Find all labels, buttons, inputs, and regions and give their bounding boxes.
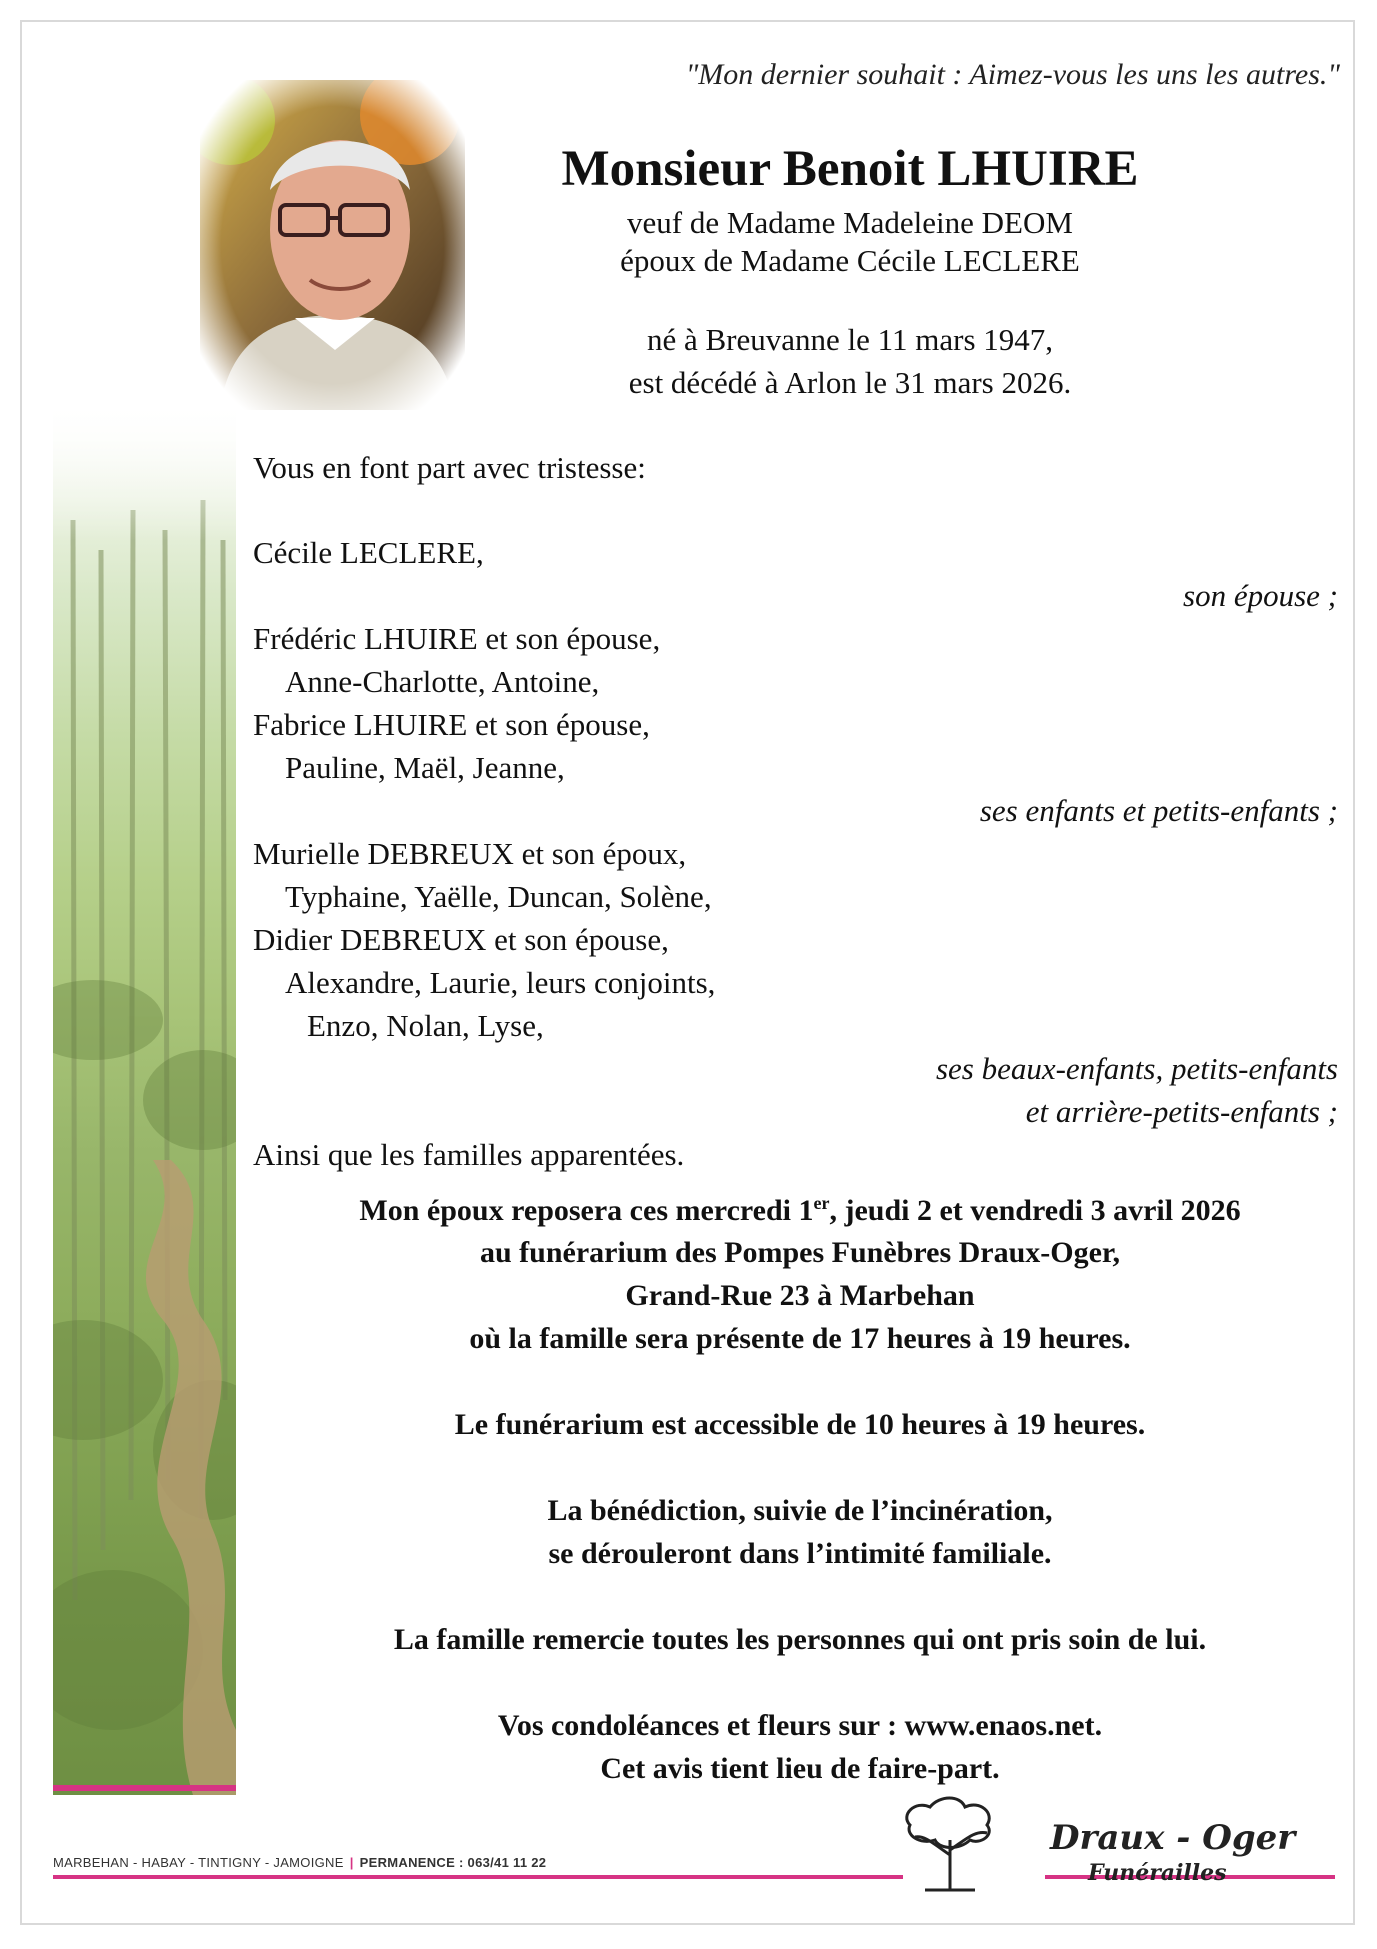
footer-permanence: PERMANENCE : 063/41 11 22 — [359, 1855, 547, 1870]
deceased-name: Monsieur Benoit LHUIRE — [561, 141, 1139, 197]
family-line: Didier DEBREUX et son épouse, — [253, 922, 669, 957]
tree-logo-icon — [895, 1795, 1005, 1895]
viewing-dates: Mon époux reposera ces mercredi 1er, jeudi 2 et vendredi 3 avril 2026 — [359, 1193, 1241, 1227]
birth-info: né à Breuvanne le 11 mars 1947, — [646, 322, 1054, 357]
brand-name: Draux - Oger — [1050, 1818, 1296, 1858]
stepchildren-role: et arrière-petits-enfants ; — [1025, 1094, 1338, 1129]
intro-text: Vous en font part avec tristesse: — [253, 450, 646, 485]
family-line: Enzo, Nolan, Lyse, — [307, 1008, 544, 1043]
forest-path-image — [53, 400, 236, 1795]
footer-line — [53, 1875, 903, 1879]
thanks-text: La famille remercie toutes les personnes qui ont pris soin de lui. — [393, 1623, 1207, 1656]
family-line: Fabrice LHUIRE et son épouse, — [253, 707, 650, 742]
spouse-of: époux de Madame Cécile LECLERE — [620, 243, 1080, 278]
quote: "Mon dernier souhait : Aimez-vous les uns les autres." — [685, 58, 1340, 91]
family-line: Alexandre, Laurie, leurs conjoints, — [285, 965, 716, 1000]
family-line: Pauline, Maël, Jeanne, — [285, 750, 565, 785]
funeral-address: Grand-Rue 23 à Marbehan — [625, 1279, 975, 1312]
condolences-text: Vos condoléances et fleurs sur : www.enaos.net. — [497, 1709, 1103, 1742]
family-hours: où la famille sera présente de 17 heures à 19 heures. — [469, 1322, 1131, 1355]
related-families: Ainsi que les familles apparentées. — [253, 1137, 685, 1172]
funeral-home: au funérarium des Pompes Funèbres Draux-Oger, — [480, 1236, 1120, 1269]
children-role: ses enfants et petits-enfants ; — [979, 793, 1338, 828]
portrait-photo — [200, 80, 465, 410]
family-line: Typhaine, Yaëlle, Duncan, Solène, — [285, 879, 712, 914]
notice-text: Cet avis tient lieu de faire-part. — [600, 1752, 1000, 1785]
footer-locations: MARBEHAN - HABAY - TINTIGNY - JAMOIGNE — [53, 1855, 344, 1870]
footer-contact — [53, 1855, 546, 1870]
family-line: Frédéric LHUIRE et son épouse, — [253, 621, 661, 656]
stepchildren-role: ses beaux-enfants, petits-enfants — [935, 1051, 1338, 1086]
forest-accent-bar — [53, 1785, 236, 1791]
forest-illustration — [53, 400, 236, 1795]
footer-separator: | — [349, 1855, 354, 1870]
ceremony-line: La bénédiction, suivie de l’incinération, — [547, 1494, 1053, 1527]
death-info: est décédé à Arlon le 31 mars 2026. — [628, 365, 1072, 400]
family-line: Anne-Charlotte, Antoine, — [285, 664, 600, 699]
family-line: Murielle DEBREUX et son époux, — [253, 836, 687, 871]
access-hours: Le funérarium est accessible de 10 heures à 19 heures. — [454, 1408, 1146, 1441]
spouse-role: son épouse ; — [1183, 578, 1338, 613]
brand-subtitle: Funérailles — [1088, 1860, 1227, 1886]
widower-of: veuf de Madame Madeleine DEOM — [627, 205, 1073, 240]
ceremony-line: se dérouleront dans l’intimité familiale. — [548, 1537, 1052, 1570]
spouse-name: Cécile LECLERE, — [253, 535, 484, 570]
